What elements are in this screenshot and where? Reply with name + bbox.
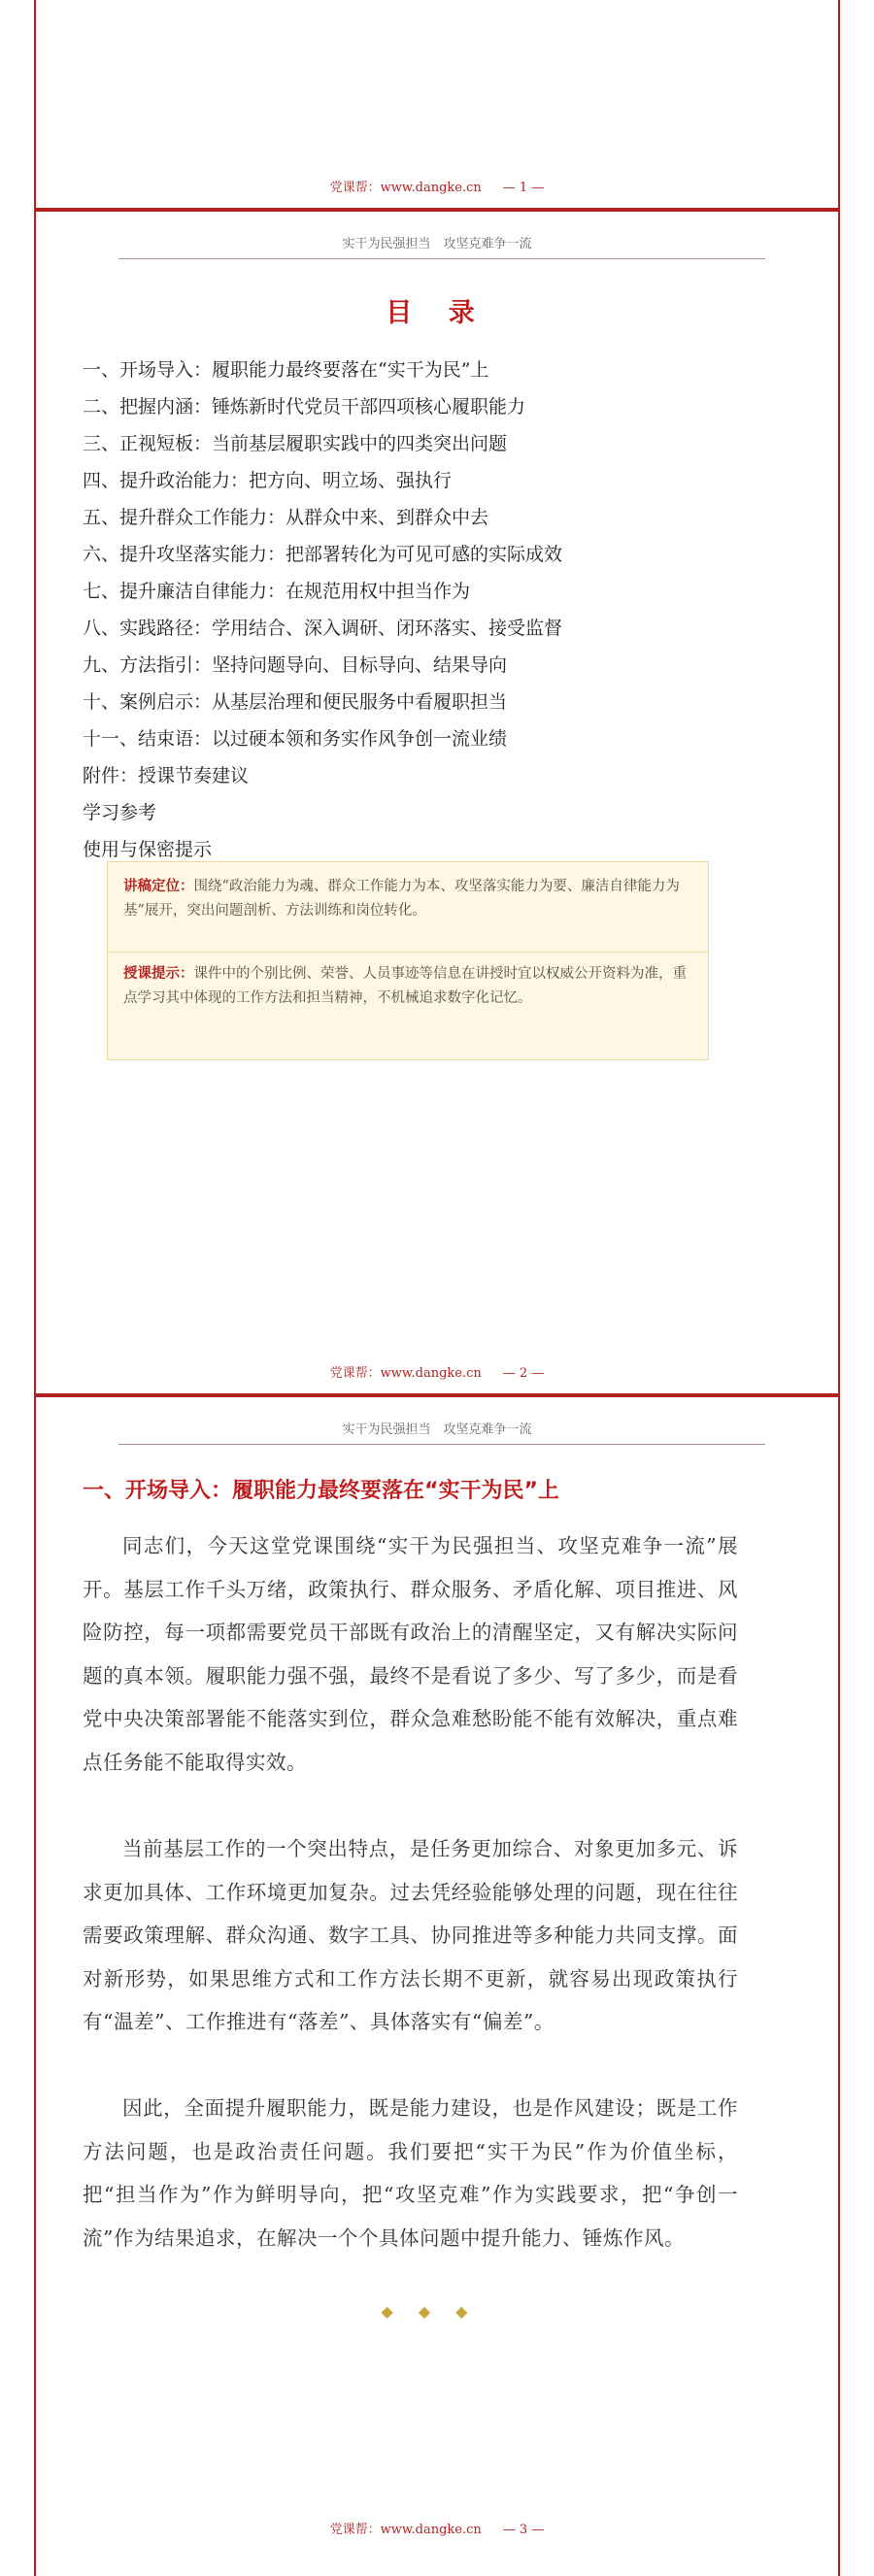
note-label: 讲稿定位：	[123, 878, 194, 894]
footer-site: 党课帮：www.dangke.cn	[329, 181, 482, 195]
body-paragraph: 当前基层工作的一个突出特点，是任务更加综合、对象更加多元、诉求更加具体、工作环境更加复杂。过去凭经验能够处理的问题，现在往往需要政策理解、群众沟通、数字工具、协同推进等多种能力共同支撑。面对新形势，如果思维方式和工作方法长期不更新，就容易出现政策执行有“温差”、工作推进有“落差”、具体落实有“偏差”。	[83, 1837, 738, 2034]
note-label: 授课提示：	[123, 965, 194, 982]
footer-page-number: — 3 —	[502, 2523, 545, 2537]
page-footer	[36, 177, 838, 195]
toc-title: 目 录	[386, 298, 488, 328]
toc-item[interactable]: 学习参考	[83, 802, 157, 823]
footer-site: 党课帮：www.dangke.cn	[329, 1366, 482, 1381]
toc-item[interactable]: 十一、结束语：以过硬本领和务实作风争创一流业绩	[83, 728, 508, 750]
body-paragraph: 因此，全面提升履职能力，既是能力建设，也是作风建设；既是工作方法问题，也是政治责任问题。我们要把“实干为民”作为价值坐标，把“担当作为”作为鲜明导向，把“攻坚克难”作为实践要求，把“争创一流”作为结果追求，在解决一个个具体问题中提升能力、锤炼作风。	[83, 2096, 738, 2250]
toc-item[interactable]: 四、提升政治能力：把方向、明立场、强执行	[83, 470, 453, 491]
toc-item[interactable]: 十、案例启示：从基层治理和便民服务中看履职担当	[83, 691, 508, 713]
note-text: 围绕“政治能力为魂、群众工作能力为本、攻坚落实能力为要、廉洁自律能力为基”展开，突出问题剖析、方法训练和岗位转化。	[123, 879, 680, 919]
page-footer	[36, 1362, 838, 1381]
toc-item[interactable]: 三、正视短板：当前基层履职实践中的四类突出问题	[83, 433, 508, 454]
toc-item[interactable]: 一、开场导入：履职能力最终要落在“实干为民”上	[83, 359, 489, 381]
note-positioning	[123, 874, 692, 923]
toc-item[interactable]: 附件：授课节奏建议	[83, 765, 250, 786]
page-footer	[36, 2519, 838, 2537]
section-heading: 一、开场导入：履职能力最终要落在“实干为民”上	[83, 1479, 559, 1503]
toc-item[interactable]: 二、把握内涵：锤炼新时代党员干部四项核心履职能力	[83, 396, 526, 418]
toc-item[interactable]: 六、提升攻坚落实能力：把部署转化为可见可感的实际成效	[83, 544, 563, 565]
body-paragraph: 同志们，今天这堂党课围绕“实干为民强担当、攻坚克难争一流”展开。基层工作千头万绪，政策执行、群众服务、矛盾化解、项目推进、风险防控，每一项都需要党员干部既有政治上的清醒坚定，又有解决实际问题的真本领。履职能力强不强，最终不是看说了多少、写了多少，而是看党中央决策部署能不能落实到位，群众急难愁盼能不能有效解决，重点难点任务能不能取得实效。	[83, 1534, 738, 1774]
note-teaching-tip	[123, 961, 692, 1011]
toc-item[interactable]: 九、方法指引：坚持问题导向、目标导向、结果导向	[83, 654, 508, 676]
page-1	[34, 0, 840, 208]
toc-item[interactable]: 使用与保密提示	[83, 839, 213, 860]
toc-list	[83, 351, 562, 868]
note-text: 课件中的个别比例、荣誉、人员事迹等信息在讲授时宜以权威公开资料为准，重点学习其中体现的工作方法和担当精神，不机械追求数字化记忆。	[123, 966, 687, 1006]
lecture-note-box	[107, 861, 709, 1060]
header-rule	[118, 1444, 765, 1445]
running-header: 实干为民强担当 攻坚克难争一流	[342, 1422, 532, 1437]
toc-item[interactable]: 七、提升廉洁自律能力：在规范用权中担当作为	[83, 581, 471, 602]
footer-page-number: — 1 —	[502, 181, 545, 195]
toc-item[interactable]: 五、提升群众工作能力：从群众中来、到群众中去	[83, 507, 489, 528]
section-ornament: ◆◆◆	[381, 2302, 493, 2321]
footer-page-number: — 2 —	[502, 1366, 545, 1381]
note-divider	[108, 952, 708, 953]
toc-item[interactable]: 八、实践路径：学用结合、深入调研、闭环落实、接受监督	[83, 618, 563, 639]
running-header: 实干为民强担当 攻坚克难争一流	[342, 237, 532, 251]
header-rule	[118, 258, 765, 259]
footer-site: 党课帮：www.dangke.cn	[329, 2523, 482, 2537]
